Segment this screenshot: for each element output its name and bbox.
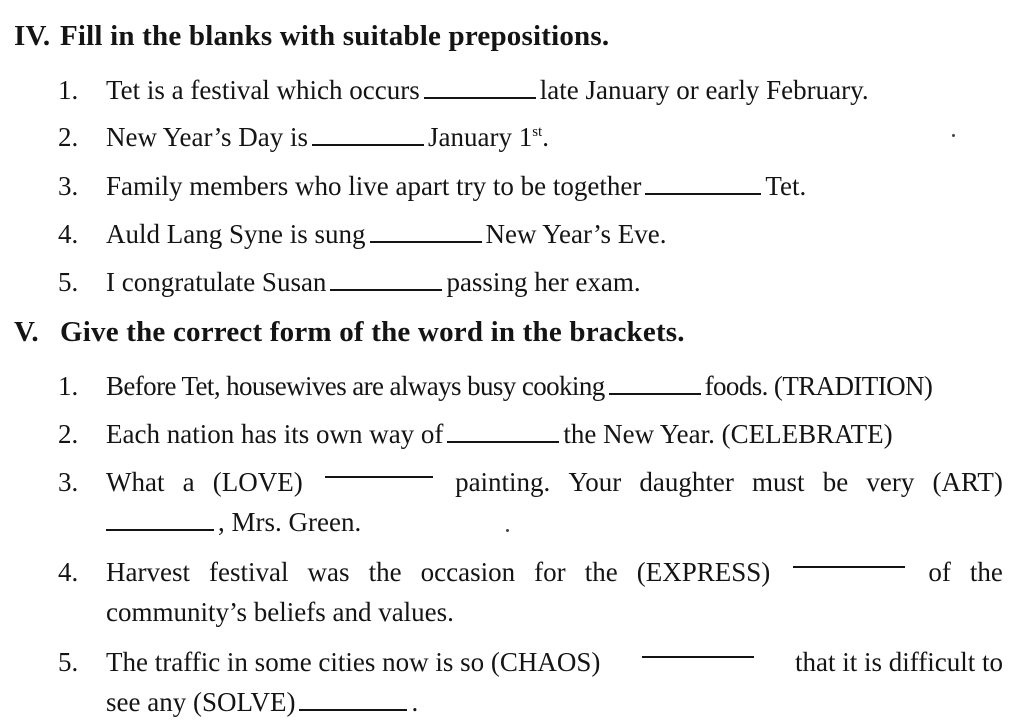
item-text-after: passing her exam. <box>446 267 641 297</box>
word: painting. <box>455 467 551 497</box>
word: be <box>822 467 849 497</box>
section-4-heading <box>14 20 609 53</box>
answer-blank[interactable] <box>793 552 905 568</box>
item-number: 3. <box>58 171 79 201</box>
section-5-heading <box>14 316 685 349</box>
section-5-number: V. <box>14 316 39 348</box>
item-text-before: Before Tet, housewives are always busy cooking <box>106 371 605 401</box>
word: Harvest <box>106 557 190 587</box>
item-text-after: , Mrs. Green. <box>218 507 362 537</box>
item-line-2: community’s beliefs and values. <box>106 597 454 627</box>
item-text-after: New Year’s Eve. <box>485 219 667 249</box>
item-text-before: see any (SOLVE) <box>106 687 296 717</box>
word: What <box>106 467 165 497</box>
item-text-after: Tet. <box>765 171 807 201</box>
item-number: 1. <box>58 75 79 105</box>
ordinal-suffix: st <box>532 124 543 140</box>
item-number: 5. <box>58 267 79 297</box>
item-text-before: New Year’s Day is <box>106 122 308 152</box>
section-4-number: IV. <box>14 20 51 52</box>
item-line-2 <box>106 682 1003 722</box>
word: very <box>866 467 915 497</box>
item-text-after: late January or early February. <box>539 75 869 105</box>
item-number: 3. <box>58 467 79 497</box>
item-text-before: I congratulate Susan <box>106 267 327 297</box>
word: the <box>969 557 1003 587</box>
word: was <box>307 557 350 587</box>
word: (ART) <box>932 467 1003 497</box>
item-text-after: the New Year. (CELEBRATE) <box>563 419 893 449</box>
item-line-1 <box>106 552 1003 592</box>
section-5-title: Give the correct form of the word in the brackets. <box>60 316 685 348</box>
answer-blank[interactable] <box>642 642 754 658</box>
answer-blank[interactable] <box>447 427 559 443</box>
word: for <box>534 557 566 587</box>
item-text-tail: . <box>542 122 549 152</box>
item-text-before: Each nation has its own way of <box>106 419 444 449</box>
item-text-before: Family members who live apart try to be together <box>106 171 642 201</box>
scan-speck <box>952 134 955 137</box>
answer-blank[interactable] <box>106 515 214 531</box>
answer-blank[interactable] <box>325 462 433 478</box>
item-text-before: Auld Lang Syne is sung <box>106 219 366 249</box>
item-text-after: . <box>411 687 419 717</box>
word: festival <box>209 557 289 587</box>
word: the <box>584 557 618 587</box>
item-number: 2. <box>58 419 79 449</box>
answer-blank[interactable] <box>299 695 407 711</box>
item-text-after: January 1 <box>428 122 533 152</box>
word: Your <box>568 467 622 497</box>
item-text-after: that it is difficult to <box>795 647 1003 677</box>
answer-blank[interactable] <box>645 179 761 195</box>
word: (EXPRESS) <box>636 557 771 587</box>
item-text-after: foods. (TRADITION) <box>704 371 933 401</box>
section-4-title: Fill in the blanks with suitable prepositions. <box>60 20 610 52</box>
word: daughter <box>639 467 734 497</box>
item-number: 5. <box>58 647 79 677</box>
item-line-2 <box>106 502 1003 542</box>
word: must <box>752 467 805 497</box>
answer-blank[interactable] <box>609 379 701 395</box>
word: the <box>368 557 402 587</box>
answer-blank[interactable] <box>370 227 482 243</box>
item-number: 2. <box>58 122 79 152</box>
answer-blank[interactable] <box>424 83 536 99</box>
word: (LOVE) <box>212 467 303 497</box>
item-text-before: Tet is a festival which occurs <box>106 75 420 105</box>
word: a <box>182 467 195 497</box>
word: occasion <box>420 557 516 587</box>
item-number: 4. <box>58 557 79 587</box>
item-text-before: The traffic in some cities now is so (CHAOS) <box>106 647 601 677</box>
item-number: 4. <box>58 219 79 249</box>
item-number: 1. <box>58 371 79 401</box>
answer-blank[interactable] <box>330 275 442 291</box>
word: of <box>928 557 951 587</box>
scan-speck <box>506 529 509 532</box>
item-line-1 <box>106 642 1003 682</box>
item-line-1 <box>106 462 1003 502</box>
answer-blank[interactable] <box>312 130 424 146</box>
